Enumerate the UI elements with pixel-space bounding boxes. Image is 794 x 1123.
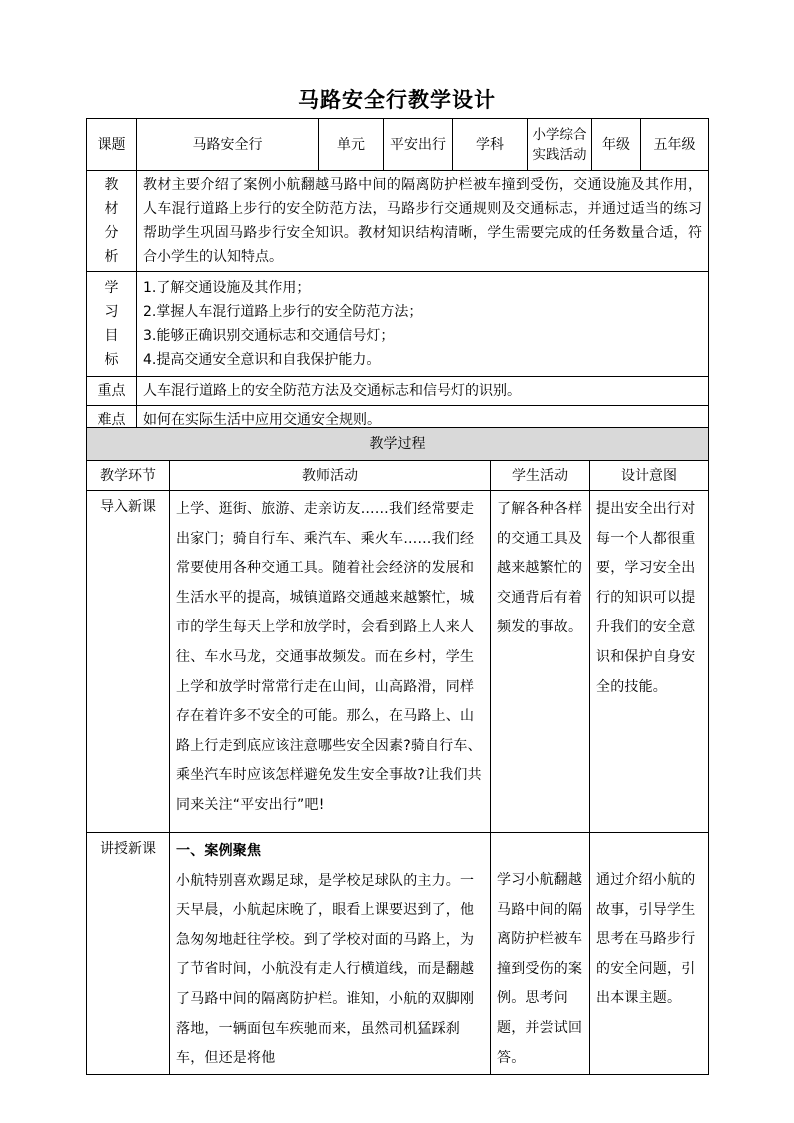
- column-header: 教学环节: [87, 461, 170, 491]
- case-text: 小航特别喜欢踢足球，是学校足球队的主力。一天早晨，小航起床晚了，眼看上课要迟到了，他急匆匆地赶往学校。到了学校对面的马路上，为了节省时间，小航没有走人行横道线，而是翻越了马路中间的隔离防护栏。谁知，小航的双脚刚落地，一辆面包车疾驰而来，虽然司机猛踩刹车，但还是将他: [176, 872, 475, 1067]
- analysis-text: 教材主要介绍了案例小航翻越马路中间的隔离防护栏被车撞到受伤，交通设施及其作用，人车混行道路上步行的安全防范方法，马路步行交通规则及交通标志，并通过适当的练习帮助学生巩固马路步行安全知识。教材知识结构清晰，学生需要完成的任务数量合适，符合小学生的认知特点。: [137, 171, 709, 272]
- process-header: 教学过程: [87, 428, 709, 461]
- objectives-label: 学习目标: [87, 272, 137, 377]
- difficulties-text: 如何在实际生活中应用交通安全规则。: [137, 406, 709, 435]
- design-intent: 通过介绍小航的故事，引导学生思考在马路步行的安全问题，引出本课主题。: [590, 833, 709, 1075]
- table-row: [87, 833, 709, 1075]
- topic-label: 课题: [87, 119, 137, 171]
- key-points-text: 人车混行道路上的安全防范方法及交通标志和信号灯的识别。: [137, 377, 709, 406]
- process-table: [86, 427, 709, 1075]
- subject-label: 学科: [453, 119, 528, 171]
- difficulties-label: 难点: [87, 406, 137, 435]
- page-title: 马路安全行教学设计: [298, 88, 496, 112]
- column-header: 教师活动: [170, 461, 491, 491]
- objective-item: 2.掌握人车混行道路上步行的安全防范方法；: [143, 304, 423, 320]
- design-intent: 提出安全出行对每一个人都很重要，学习安全出行的知识可以提升我们的安全意识和保护自身安全的技能。: [590, 491, 709, 833]
- stage-cell: 讲授新课: [87, 833, 170, 1075]
- unit-value: 平安出行: [384, 119, 453, 171]
- objective-item: 4.提高交通安全意识和自我保护能力。: [143, 352, 381, 368]
- column-header: 设计意图: [590, 461, 709, 491]
- info-table: [86, 118, 709, 435]
- teacher-activity: [170, 833, 491, 1075]
- objective-item: 3.能够正确识别交通标志和交通信号灯；: [143, 328, 395, 344]
- student-activity: 了解各种各样的交通工具及越来越繁忙的交通背后有着频发的事故。: [491, 491, 590, 833]
- objective-item: 1.了解交通设施及其作用；: [143, 280, 311, 296]
- table-row: [87, 491, 709, 833]
- teacher-activity: 上学、逛街、旅游、走亲访友……我们经常要走出家门；骑自行车、乘汽车、乘火车……我们经常要使用各种交通工具。随着社会经济的发展和生活水平的提高，城镇道路交通越来越繁忙，城市的学生每天上学和放学时，会看到路上人来人往、车水马龙，交通事故频发。而在乡村，学生上学和放学时常常行走在山间，山高路滑，同样存在着许多不安全的可能。那么，在马路上、山路上行走到底应该注意哪些安全因素?骑自行车、乘坐汽车时应该怎样避免发生安全事故?让我们共同来关注“平安出行”吧!: [170, 491, 491, 833]
- column-header: 学生活动: [491, 461, 590, 491]
- grade-value: 五年级: [641, 119, 709, 171]
- topic-value: 马路安全行: [137, 119, 319, 171]
- analysis-label: 教材分析: [87, 171, 137, 272]
- grade-label: 年级: [592, 119, 641, 171]
- student-activity: 学习小航翻越马路中间的隔离防护栏被车撞到受伤的案例。思考问题，并尝试回答。: [491, 833, 590, 1075]
- section-heading: 一、案例聚焦: [176, 843, 262, 859]
- key-points-label: 重点: [87, 377, 137, 406]
- stage-cell: 导入新课: [87, 491, 170, 833]
- objectives-list: [137, 272, 709, 377]
- subject-value: 小学综合实践活动: [528, 119, 592, 171]
- unit-label: 单元: [319, 119, 384, 171]
